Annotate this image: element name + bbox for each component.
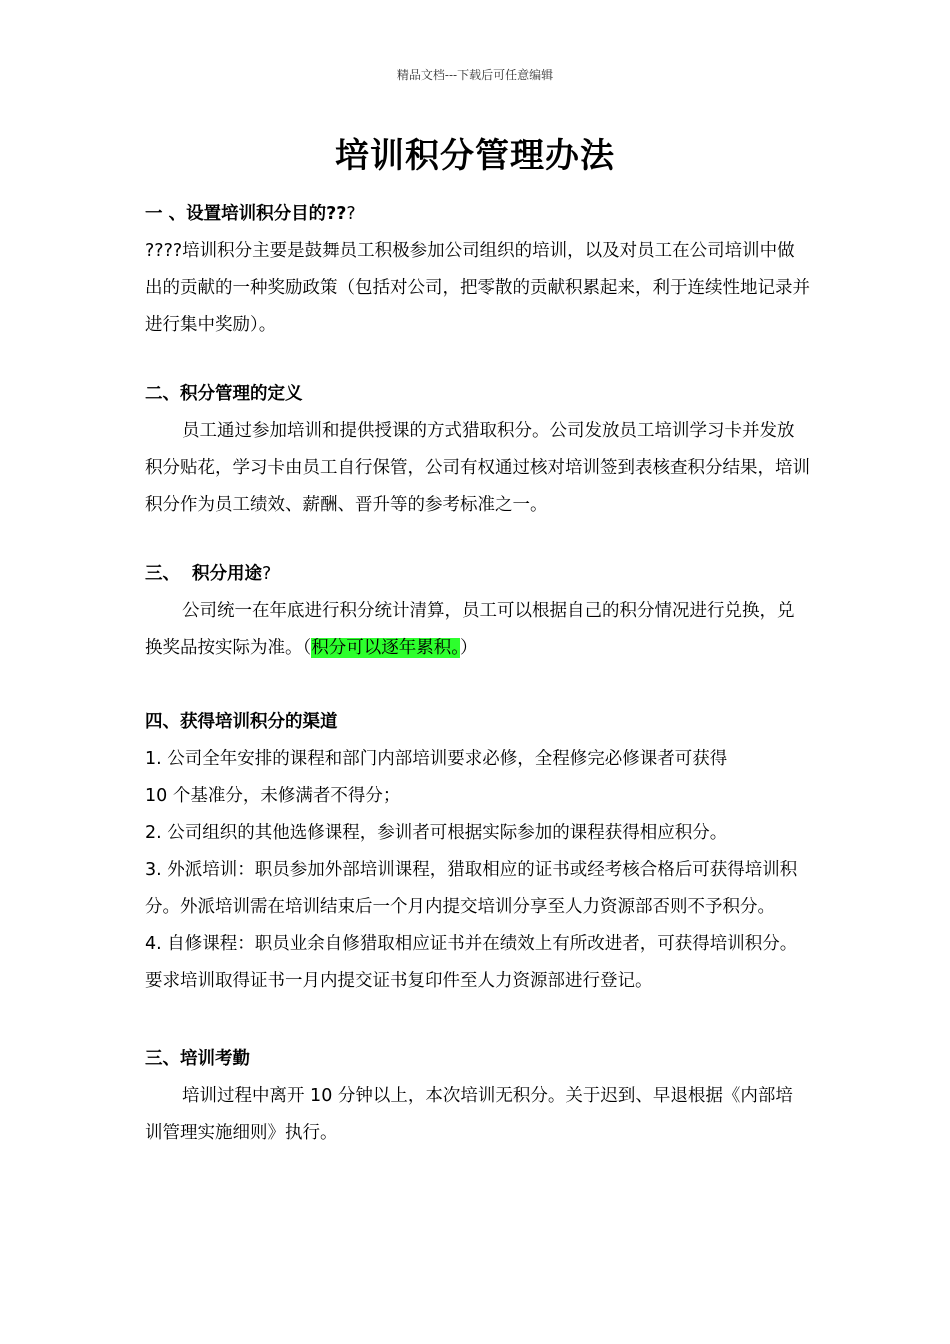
list-item-3: 3. 外派培训：职员参加外部培训课程，猎取相应的证书或经考核合格后可获得培训积分。外派培训需在培训结束后一个月内提交培训分享至人力资源部否则不予积分。 — [145, 860, 798, 917]
section-purpose — [145, 196, 810, 344]
section-heading-number: 三、 — [145, 564, 180, 584]
section-channels — [145, 704, 810, 1000]
document-title: 培训积分管理办法 — [335, 136, 615, 176]
section-body: 员工通过参加培训和提供授课的方式猎取积分。公司发放员工培训学习卡并发放积分贴花，学习卡由员工自行保管，公司有权通过核对培训签到表核查积分结果，培训积分作为员工绩效、薪酬、晋升等的参考标准之一。 — [145, 421, 810, 515]
section-body: ????培训积分主要是鼓舞员工积极参加公司组织的培训，以及对员工在公司培训中做出的贡献的一种奖励政策（包括对公司，把零散的贡献积累起来，利于连续性地记录并进行集中奖励）。 — [145, 241, 810, 335]
section-heading-text: 积分用途 — [192, 564, 262, 584]
section-heading-text: 一 、设置培训积分目的?? — [145, 204, 347, 224]
page-header: 精品文档---下载后可任意编辑 — [396, 68, 554, 82]
section-heading: 二、积分管理的定义 — [145, 384, 303, 404]
section-body — [145, 593, 810, 667]
highlighted-note: 积分可以逐年累积。 — [311, 638, 460, 658]
section-body: 培训过程中离开 10 分钟以上，本次培训无积分。关于迟到、早退根据《内部培训管理实施细则》执行。 — [145, 1086, 793, 1143]
body-text-end: ） — [460, 638, 478, 658]
section-heading: 四、获得培训积分的渠道 — [145, 712, 338, 732]
section-heading: 三、培训考勤 — [145, 1049, 250, 1069]
body-text: 公司统一在年底进行积分统计清算，员工可以根据自己的积分情况进行兑换，兑换奖品按实际为准。（ — [145, 601, 795, 658]
list-item-4: 4. 自修课程：职员业余自修猎取相应证书并在绩效上有所改进者，可获得培训积分。要求培训取得证书一月内提交证书复印件至人力资源部进行登记。 — [145, 934, 798, 991]
list-item-1-line-2: 10 个基准分，未修满者不得分； — [145, 786, 401, 806]
section-usage — [145, 556, 810, 667]
list-item-1-line-1: 1. 公司全年安排的课程和部门内部培训要求必修，全程修完必修课者可获得 — [145, 749, 728, 769]
section-heading — [145, 196, 810, 233]
section-attendance — [145, 1041, 810, 1152]
section-heading — [145, 556, 810, 593]
section-heading-tail: ? — [346, 204, 356, 224]
list-item-2: 2. 公司组织的其他选修课程，参训者可根据实际参加的课程获得相应积分。 — [145, 823, 728, 843]
section-definition — [145, 376, 810, 524]
section-heading-tail: ? — [262, 564, 272, 584]
